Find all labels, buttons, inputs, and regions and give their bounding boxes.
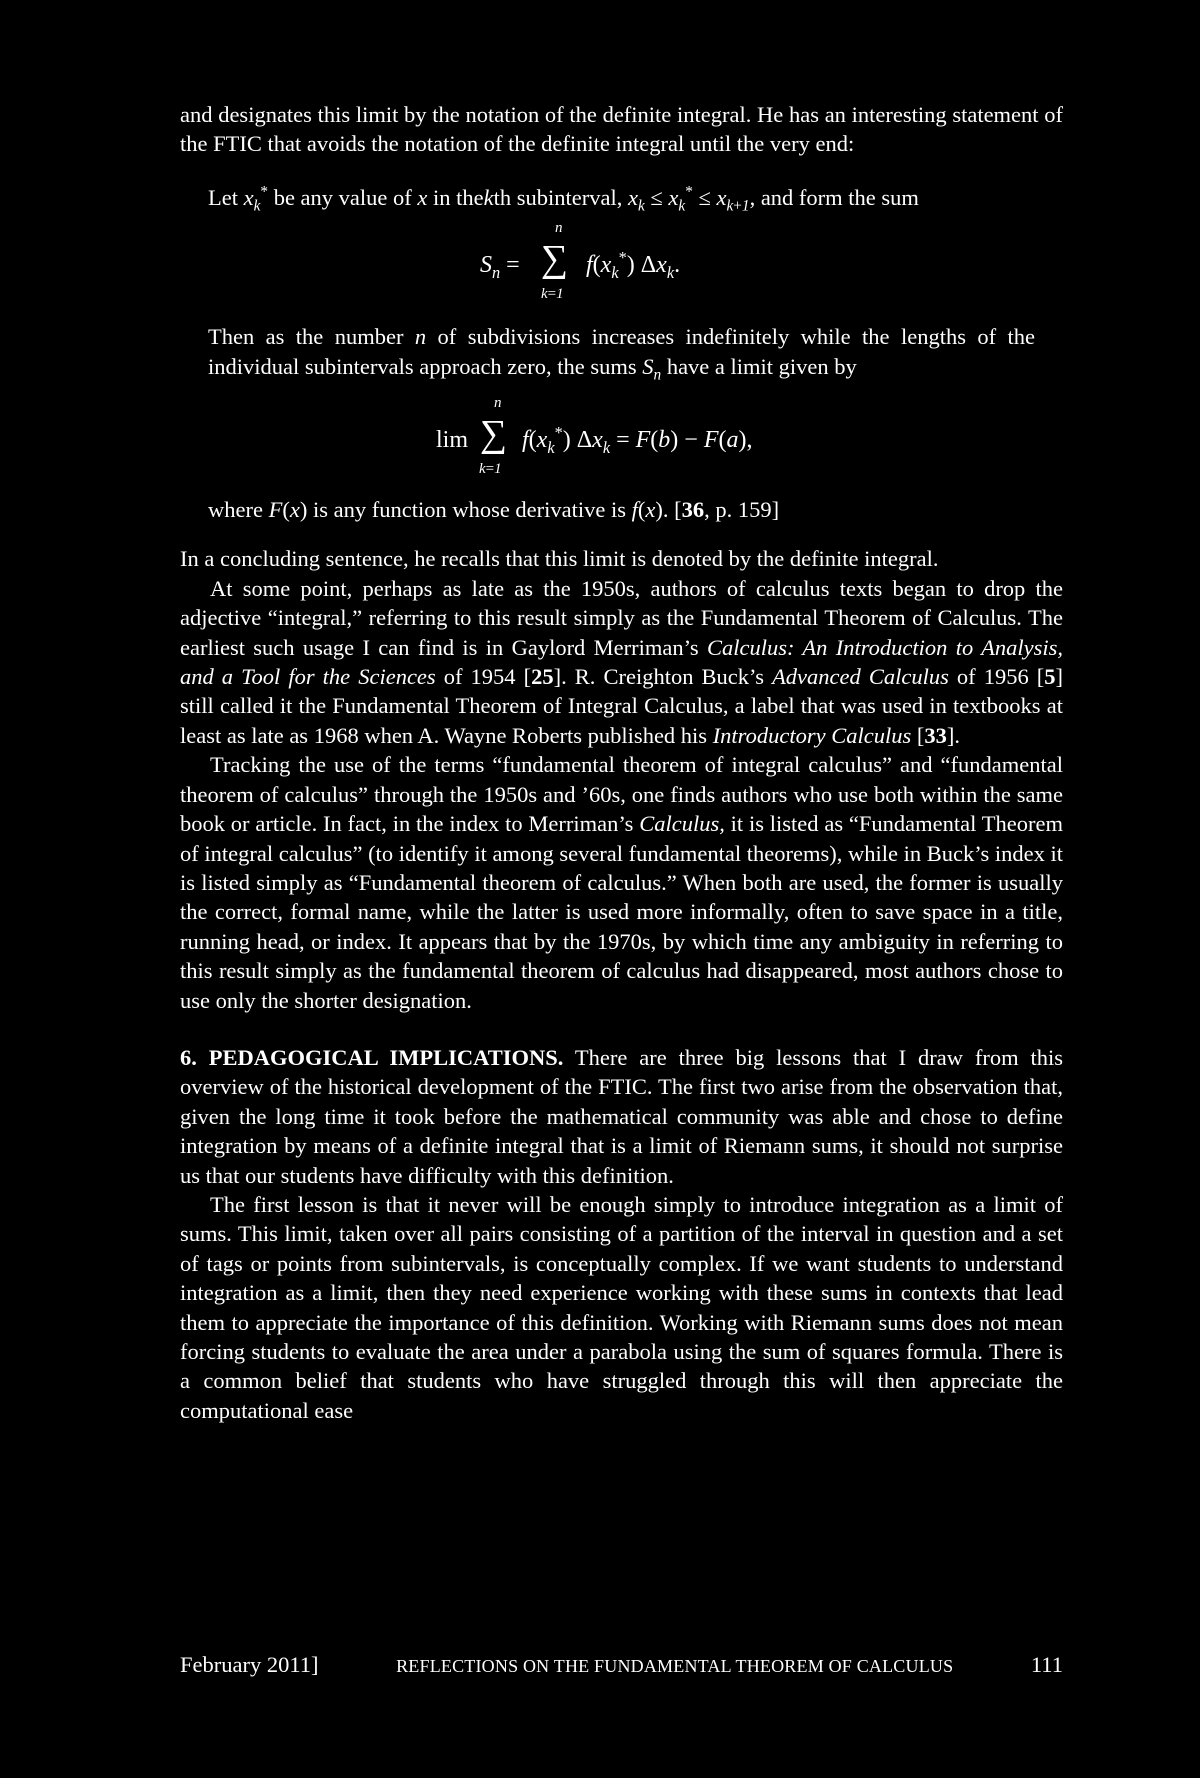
article-body <box>180 100 1063 1425</box>
footer-date: February 2011] <box>180 1652 319 1677</box>
citation-ref: 25 <box>531 664 554 690</box>
page-footer <box>180 1652 1063 1678</box>
equation-ftic-limit: lim n ∑ k=1 $f(x_k^*) \Delta x_k = F(b) - F(a)$, <box>436 395 753 478</box>
equation-riemann-sum: $S_n$ = n ∑ k=1 $f(x_k^*)$ $\Delta x_k$. <box>480 220 681 303</box>
paragraph-tracking: Tracking the use of the terms “fundamental theorem of integral calculus” and “fundamental theorem of calculus” through the 1950s and ’60s, one finds authors who use both within the same book or article. In fact, in the index to Merriman’s Calculus, it is listed as “Fundamental Theorem of integral calculus” (to identify it among several fundamental theorems), while in Buck’s index it is listed simply as “Fundamental theorem of calculus.” When both are used, the former is usually the correct, formal name, while the latter is used more informally, often to save space in a title, running head, or index. It appears that by the 1970s, by which time any ambiguity in referring to this result simply as the fundamental theorem of calculus had disappeared, most authors chose to use only the shorter designation. <box>180 752 1063 1013</box>
running-title: REFLECTIONS ON THE FUNDAMENTAL THEOREM OF CALCULUS <box>396 1656 954 1676</box>
paragraph-intro: and designates this limit by the notation of the definite integral. He has an interesting statement of the FTIC that avoids the notation of the definite integral until the very end: <box>180 102 1063 157</box>
paragraph-concluding: In a concluding sentence, he recalls that this limit is denoted by the definite integral. <box>180 546 939 572</box>
quote-paragraph-2: Then as the number n of subdivisions increases indefinitely while the lengths of the individual subintervals approach zero, the sums $S_n$ have a limit given by <box>208 324 1036 384</box>
quote-paragraph-3: where F(x) is any function whose derivative is f(x). [36, p. 159] <box>208 497 780 523</box>
paragraph-history: At some point, perhaps as late as the 1950s, authors of calculus texts began to drop the adjective “integral,” referring to this result simply as the Fundamental Theorem of Calculus. The earliest such usage I can find is in Gaylord Merriman’s Calculus: An Introduction to Analysis, and a Tool for the Sciences of 1954 [25]. R. Creighton Buck’s Advanced Calculus of 1956 [5] still called it the Fundamental Theorem of Integral Calculus, a label that was used in textbooks at least as late as 1968 when A. Wayne Roberts published his Introductory Calculus [33]. <box>180 575 1064 748</box>
citation-ref: 5 <box>1044 664 1056 690</box>
page-number: 111 <box>1030 1652 1063 1677</box>
block-quote <box>208 183 1035 525</box>
citation-ref: 36 <box>681 497 705 523</box>
paragraph-first-lesson: The first lesson is that it never will be enough simply to introduce integration as a limit of sums. This limit, taken over all pairs consisting of a partition of the interval in question and a set of tags or points from subintervals, is conceptually complex. If we want students to understand integration as a limit, then they need experience working with these sums in contexts that lead them to appreciate the importance of this definition. Working with Riemann sums does not mean forcing students to evaluate the area under a parabola using the sum of squares formula. There is a common belief that students who have struggled through this will then appreciate the computational ease <box>180 1191 1063 1423</box>
section-heading: 6. PEDAGOGICAL IMPLICATIONS. <box>180 1044 564 1070</box>
citation-ref: 33 <box>924 722 947 748</box>
section-6-paragraph: 6. PEDAGOGICAL IMPLICATIONS. There are three big lessons that I draw from this overview of the historical development of the FTIC. The first two arise from the observation that, given the long time it took before the mathematical community was able and chose to define integration by means of a definite integral that is a limit of Riemann sums, it should not surprise us that our students have difficulty with this definition. <box>180 1044 1063 1188</box>
quote-paragraph-1: Let $x_k^*$ be any value of x in thekth subinterval, $x_k \le x_k^* \le x_{k+1}$, and form the sum <box>208 183 919 215</box>
